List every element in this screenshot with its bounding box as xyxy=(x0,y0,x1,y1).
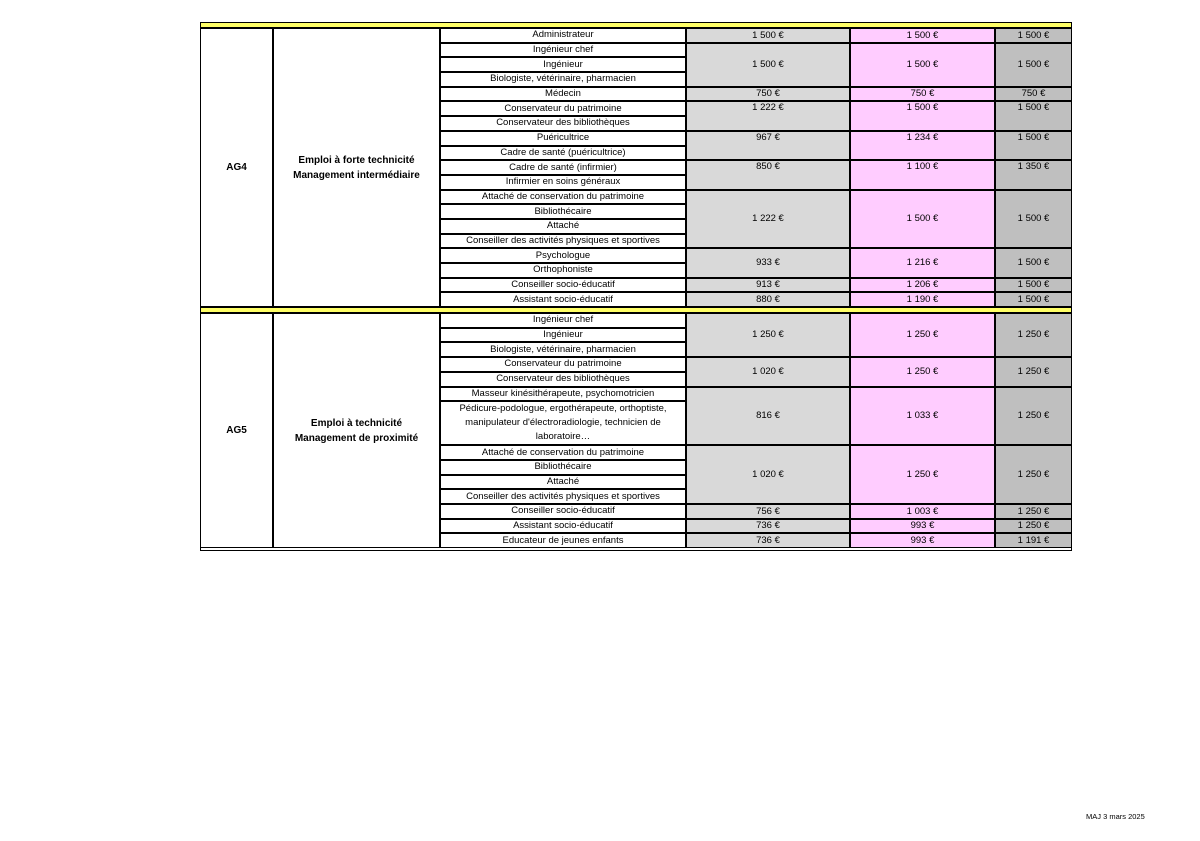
amount-cell: 1 500 € xyxy=(850,190,995,249)
job-title: Attaché xyxy=(440,475,686,490)
job-title: Conservateur des bibliothèques xyxy=(440,116,686,131)
job-title: Ingénieur xyxy=(440,328,686,343)
amount-cell: 1 500 € xyxy=(995,131,1072,160)
amount-cell: 1 206 € xyxy=(850,278,995,293)
group-code: AG4 xyxy=(200,28,273,307)
amount-cell: 1 250 € xyxy=(995,387,1072,446)
amount-cell: 1 020 € xyxy=(686,357,850,386)
amount-cell: 750 € xyxy=(850,87,995,102)
job-title: Biologiste, vétérinaire, pharmacien xyxy=(440,342,686,357)
amount-cell: 1 250 € xyxy=(995,519,1072,534)
emploi-line: Management intermédiaire xyxy=(293,169,420,181)
amount-cell: 1 191 € xyxy=(995,533,1072,548)
amount-cell: 1 500 € xyxy=(850,101,995,130)
amount-cell: 1 500 € xyxy=(995,28,1072,43)
amount-cell: 1 500 € xyxy=(850,43,995,87)
job-title: Puéricultrice xyxy=(440,131,686,146)
amount-cell: 1 250 € xyxy=(686,313,850,357)
amount-cell: 1 020 € xyxy=(686,445,850,504)
job-title: Assistant socio-éducatif xyxy=(440,519,686,534)
group-emploi-type xyxy=(273,313,440,548)
amount-cell: 993 € xyxy=(850,519,995,534)
amount-cell: 850 € xyxy=(686,160,850,189)
amount-cell: 1 003 € xyxy=(850,504,995,519)
amount-cell: 1 222 € xyxy=(686,101,850,130)
job-title: Bibliothécaire xyxy=(440,204,686,219)
amount-cell: 1 216 € xyxy=(850,248,995,277)
job-title: Assistant socio-éducatif xyxy=(440,292,686,307)
amount-cell: 736 € xyxy=(686,519,850,534)
amount-cell: 1 500 € xyxy=(995,43,1072,87)
amount-cell: 1 350 € xyxy=(995,160,1072,189)
job-title: Bibliothécaire xyxy=(440,460,686,475)
job-title: Conseiller socio-éducatif xyxy=(440,278,686,293)
update-date-note: MAJ 3 mars 2025 xyxy=(1086,812,1145,821)
amount-cell: 1 250 € xyxy=(850,313,995,357)
amount-cell: 1 250 € xyxy=(850,357,995,386)
amount-cell: 1 500 € xyxy=(995,292,1072,307)
amount-cell: 1 500 € xyxy=(850,28,995,43)
job-title: Ingénieur xyxy=(440,57,686,72)
group-emploi-type xyxy=(273,28,440,307)
amount-cell: 816 € xyxy=(686,387,850,446)
job-title: Conseiller des activités physiques et sportives xyxy=(440,489,686,504)
emploi-line: Emploi à technicité xyxy=(310,417,403,429)
job-title: Ingénieur chef xyxy=(440,313,686,328)
job-title: Médecin xyxy=(440,87,686,102)
amount-cell: 993 € xyxy=(850,533,995,548)
amount-cell: 750 € xyxy=(995,87,1072,102)
amount-cell: 1 234 € xyxy=(850,131,995,160)
job-title: Masseur kinésithérapeute, psychomotricien xyxy=(440,387,686,402)
job-title: Conseiller socio-éducatif xyxy=(440,504,686,519)
amount-cell: 1 250 € xyxy=(995,313,1072,357)
amount-cell: 913 € xyxy=(686,278,850,293)
job-title: Attaché de conservation du patrimoine xyxy=(440,445,686,460)
amount-cell: 1 500 € xyxy=(995,248,1072,277)
group-code: AG5 xyxy=(200,313,273,548)
job-title: Pédicure-podologue, ergothérapeute, orthoptiste, manipulateur d'électroradiologie, technicien de laboratoire… xyxy=(440,401,686,445)
job-title: Cadre de santé (puéricultrice) xyxy=(440,146,686,161)
job-title: Educateur de jeunes enfants xyxy=(440,533,686,548)
job-title: Conservateur des bibliothèques xyxy=(440,372,686,387)
job-title: Ingénieur chef xyxy=(440,43,686,58)
amount-cell: 880 € xyxy=(686,292,850,307)
amount-cell: 1 250 € xyxy=(995,357,1072,386)
job-title: Cadre de santé (infirmier) xyxy=(440,160,686,175)
amount-cell: 1 500 € xyxy=(995,278,1072,293)
job-title: Biologiste, vétérinaire, pharmacien xyxy=(440,72,686,87)
job-title: Psychologue xyxy=(440,248,686,263)
amount-cell: 1 250 € xyxy=(995,445,1072,504)
job-title: Conservateur du patrimoine xyxy=(440,101,686,116)
amount-cell: 1 190 € xyxy=(850,292,995,307)
job-title: Infirmier en soins généraux xyxy=(440,175,686,190)
emploi-line: Management de proximité xyxy=(294,432,419,444)
job-title: Conseiller des activités physiques et sportives xyxy=(440,234,686,249)
amount-cell: 933 € xyxy=(686,248,850,277)
allowance-table xyxy=(200,22,1072,551)
amount-cell: 1 500 € xyxy=(995,101,1072,130)
emploi-line: Emploi à forte technicité xyxy=(298,154,415,166)
job-title: Attaché de conservation du patrimoine xyxy=(440,190,686,205)
amount-cell: 1 100 € xyxy=(850,160,995,189)
amount-cell: 1 250 € xyxy=(995,504,1072,519)
job-title: Attaché xyxy=(440,219,686,234)
amount-cell: 967 € xyxy=(686,131,850,160)
amount-cell: 1 222 € xyxy=(686,190,850,249)
job-title: Administrateur xyxy=(440,28,686,43)
amount-cell: 1 250 € xyxy=(850,445,995,504)
amount-cell: 1 500 € xyxy=(686,43,850,87)
amount-cell: 756 € xyxy=(686,504,850,519)
job-title: Orthophoniste xyxy=(440,263,686,278)
amount-cell: 736 € xyxy=(686,533,850,548)
job-title: Conservateur du patrimoine xyxy=(440,357,686,372)
amount-cell: 1 033 € xyxy=(850,387,995,446)
amount-cell: 1 500 € xyxy=(686,28,850,43)
amount-cell: 1 500 € xyxy=(995,190,1072,249)
amount-cell: 750 € xyxy=(686,87,850,102)
